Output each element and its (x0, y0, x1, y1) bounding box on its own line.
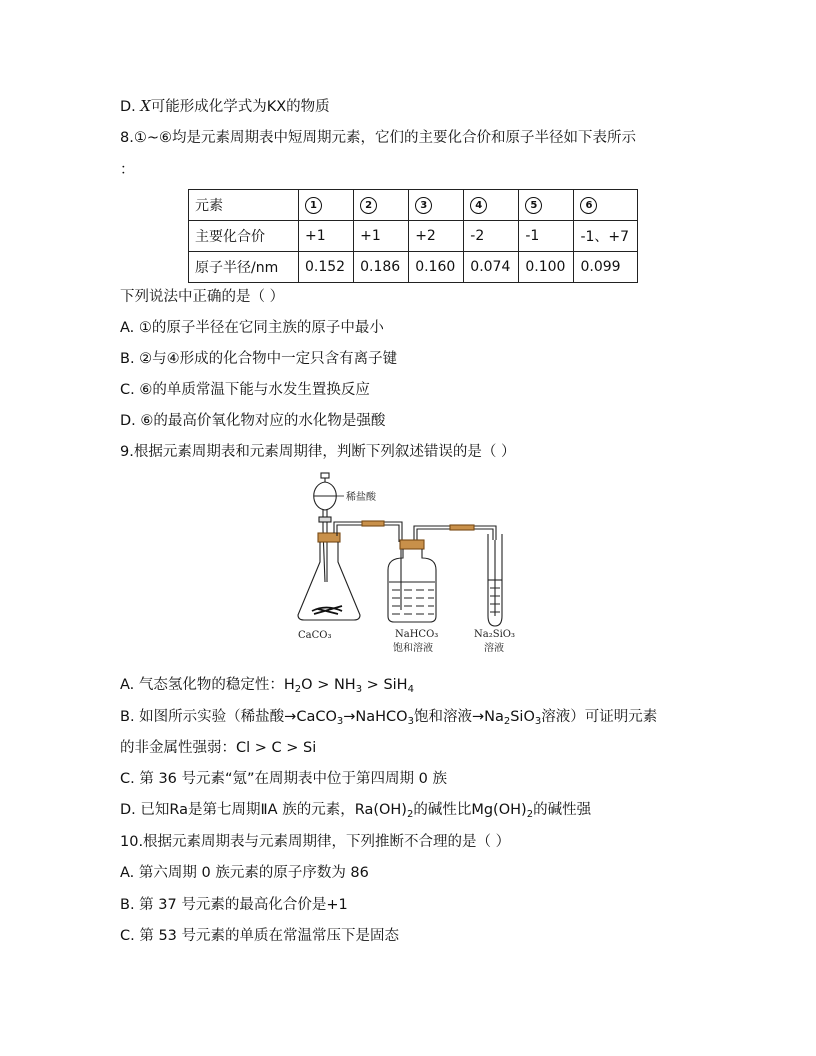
q8-option-b: B. ②与④形成的化合物中一定只含有离子键 (120, 351, 398, 367)
row-label-radius: 原子半径/nm (189, 252, 299, 283)
element-6-label: 6 (580, 197, 597, 214)
q9-stem: 9.根据元素周期表和元素周期律，判断下列叙述错误的是（ ） (120, 444, 516, 460)
q8-option-d: D. ⑥的最高价氧化物对应的水化物是强酸 (120, 413, 386, 429)
q7-option-d-var: X (140, 99, 151, 115)
table-row-radii (189, 252, 638, 283)
element-table (188, 189, 638, 283)
row-label-valence: 主要化合价 (189, 221, 299, 252)
radius-cell: 0.152 (299, 252, 354, 283)
q10-stem: 10.根据元素周期表与元素周期律，下列推断不合理的是（ ） (120, 834, 511, 850)
radius-cell: 0.186 (354, 252, 409, 283)
q8-stem: 8.①~⑥均是元素周期表中短周期元素，它们的主要化合价和原子半径如下表所示 (120, 130, 636, 146)
q9-option-b: B. 如图所示实验（稀盐酸→CaCO$_3$→NaHCO$_3$饱和溶液$\to Na_2SiO_3$溶液）可证明元素 (120, 709, 658, 727)
q9-option-d: D. 已知Ra是第七周期ⅡA 族的元素，$Ra(OH)_2$的碱性比$Mg(OH)_2$的碱性强 (120, 802, 592, 820)
table-row-elements (189, 190, 638, 221)
radius-cell: 0.074 (464, 252, 519, 283)
bottle-label-1: NaHCO₃ (395, 629, 439, 640)
apparatus-figure (290, 470, 530, 662)
q9-option-a: A. 气态氢化物的稳定性：$H_2O > NH_3 > SiH_4$ (120, 677, 414, 695)
funnel-label: 稀盐酸 (346, 492, 376, 503)
erlenmeyer-flask (298, 533, 360, 620)
valence-cell: +1 (354, 221, 409, 252)
connecting-tubes (334, 521, 496, 616)
flask-label: CaCO₃ (298, 630, 332, 641)
q8-question: 下列说法中正确的是（ ） (120, 289, 285, 305)
q7-option-d-prefix: D. (120, 99, 141, 115)
bottle-label-2: 饱和溶液 (393, 643, 433, 654)
q8-option-a: A. ①的原子半径在它同主族的原子中最小 (120, 320, 384, 336)
radius-cell: 0.099 (574, 252, 638, 283)
q7-option-d-text: 可能形成化学式为KX的物质 (150, 99, 330, 115)
q9-option-c: C. 第 36 号元素“氪”在周期表中位于第四周期 0 族 (120, 771, 447, 787)
row-label-element: 元素 (189, 190, 299, 221)
q9-option-b-line2: 的非金属性强弱：Cl > C > Si (120, 740, 317, 756)
q8-stem-tail: ： (120, 162, 135, 178)
element-2-label: 2 (360, 197, 377, 214)
valence-cell: +2 (409, 221, 464, 252)
tube-label-2: 溶液 (484, 643, 504, 654)
q10-option-c: C. 第 53 号元素的单质在常温常压下是固态 (120, 928, 400, 944)
q8-option-c: C. ⑥的单质常温下能与水发生置换反应 (120, 382, 370, 398)
tube-label-1: Na₂SiO₃ (474, 629, 515, 640)
valence-cell: +1 (299, 221, 354, 252)
valence-cell: -2 (464, 221, 519, 252)
valence-cell: -1 (519, 221, 574, 252)
gas-washing-bottle (388, 540, 436, 622)
radius-cell: 0.100 (519, 252, 574, 283)
radius-cell: 0.160 (409, 252, 464, 283)
q10-option-a: A. 第六周期 0 族元素的原子序数为 86 (120, 865, 369, 881)
element-1-label: 1 (305, 197, 322, 214)
q7-option-d (120, 97, 330, 117)
element-5-label: 5 (525, 197, 542, 214)
q10-option-b: B. 第 37 号元素的最高化合价是+1 (120, 897, 348, 913)
separatory-funnel (314, 473, 337, 582)
table-row-valences (189, 221, 638, 252)
element-3-label: 3 (415, 197, 432, 214)
element-4-label: 4 (470, 197, 487, 214)
valence-cell: -1、+7 (574, 221, 638, 252)
